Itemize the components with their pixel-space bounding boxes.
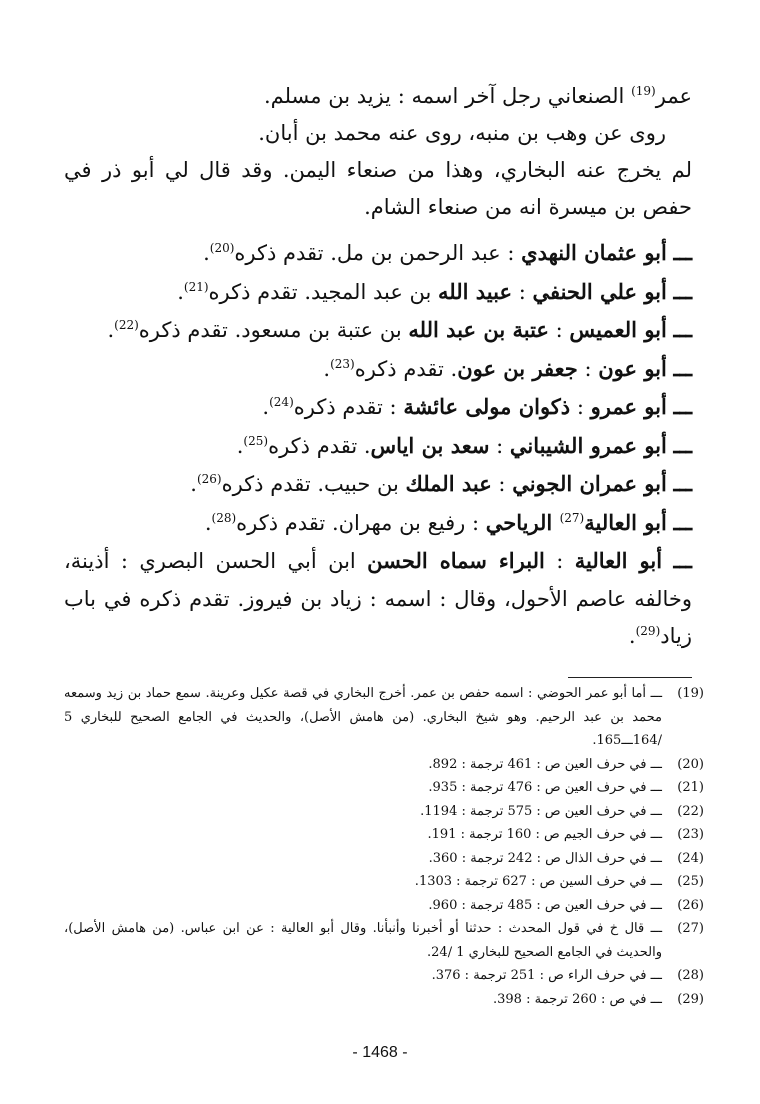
entry-kunya: أبو عون	[598, 355, 667, 381]
main-text	[64, 78, 692, 656]
entry-end: .	[323, 356, 331, 381]
footnote-text: ـــ في حرف العين ص : 461 ترجمة : 892.	[428, 756, 662, 772]
entries-list	[64, 234, 692, 656]
entry-kunya: أبو العميس	[569, 317, 667, 342]
entry-identity: سعد بن اياس	[370, 432, 490, 458]
entry-separator: :	[570, 395, 591, 419]
entry-dash: ـــ	[673, 355, 692, 381]
page-number: - 1468 -	[352, 1044, 408, 1061]
entry-rest: بن عبد المجيد. تقدم ذكره	[208, 279, 439, 304]
footnote-text: ـــ في حرف الذال ص : 242 ترجمة : 360.	[428, 850, 662, 866]
footnote-ref-29[interactable]: (29)	[635, 624, 661, 638]
entry-end: .	[262, 395, 270, 419]
footnote-ref-25[interactable]: (25)	[243, 433, 269, 448]
entry-kunya: أبو عثمان النهدي	[521, 240, 667, 265]
entry-separator: :	[548, 318, 570, 342]
entry-rest: . تقدم ذكره	[268, 433, 371, 458]
entry-separator: :	[489, 433, 510, 458]
footnote-text: ـــ في حرف الراء ص : 251 ترجمة : 376.	[431, 968, 662, 983]
line1-rest: الصنعاني رجل آخر اسمه : يزيد بن مسلم.	[263, 84, 632, 108]
entry-identity: عتبة بن عبد الله	[408, 317, 549, 342]
entry-end: .	[177, 279, 184, 304]
entry-rest: ابن أبي الحسن البصري : أذينة، وخالفه عاصم الأحول، وقال : اسمه : زياد بن فيروز. تقدم ذكره في باب زياد	[64, 549, 692, 648]
footnote-number: (21)	[677, 780, 704, 795]
entry-separator: :	[500, 241, 522, 265]
entry-end: .	[204, 510, 212, 535]
footnote-number: (28)	[677, 968, 704, 983]
footnote-ref-27[interactable]: (27)	[559, 510, 585, 525]
footnote-number: (26)	[677, 897, 704, 913]
footnote-ref-23[interactable]: (23)	[330, 356, 355, 371]
entry-dash: ـــ	[673, 471, 692, 496]
entry-separator: :	[512, 279, 533, 304]
footnote-number: (24)	[677, 850, 704, 866]
entry-identity: جعفر بن عون	[457, 355, 578, 381]
entry-rest: . تقدم ذكره	[354, 356, 458, 381]
footnote-number: (29)	[677, 991, 704, 1007]
footnote-25	[64, 870, 704, 894]
footnote-23	[64, 823, 704, 847]
footnote-text: ـــ في حرف الجيم ص : 160 ترجمة : 191.	[427, 827, 662, 842]
footnote-20	[64, 753, 704, 777]
entry-identity: ذكوان مولى عائشة	[403, 394, 571, 419]
footnote-28	[64, 964, 704, 988]
entry-rest: بن حبيب. تقدم ذكره	[221, 472, 406, 496]
entry-kunya: أبو علي الحنفي	[532, 278, 667, 304]
footnote-number: (20)	[677, 756, 704, 772]
footnote-ref-20[interactable]: (20)	[209, 241, 235, 255]
footnote-text: ـــ في حرف السين ص : 627 ترجمة : 1303.	[414, 874, 662, 889]
entry-abu-amr	[64, 388, 692, 427]
entry-end: .	[236, 433, 244, 458]
entry-end: .	[190, 472, 197, 496]
footnote-26	[64, 894, 704, 918]
entry-separator: :	[465, 510, 486, 535]
footnote-21	[64, 776, 704, 800]
entry-rest: : تقدم ذكره	[293, 395, 404, 419]
entry-abu-ali	[64, 273, 692, 312]
entry-dash: ـــ	[673, 240, 692, 265]
entry-rest: بن عتبة بن مسعود. تقدم ذكره	[138, 318, 409, 342]
entry-dash: ـــ	[673, 394, 692, 419]
footnote-number: (23)	[677, 827, 704, 842]
entry-dash: ـــ	[673, 509, 692, 535]
footnote-22	[64, 800, 704, 824]
entry-nisba: الرياحي	[485, 509, 560, 535]
footnote-text: ـــ في حرف العين ص : 575 ترجمة : 1194.	[420, 803, 662, 819]
entry-abu-al-umays	[64, 311, 692, 350]
line1-start: عمر	[655, 84, 692, 108]
footnote-27	[64, 917, 704, 964]
entry-abu-imran	[64, 465, 692, 504]
entry-abu-al-aliya-riyahi	[64, 504, 692, 543]
footnote-24	[64, 847, 704, 871]
entry-kunya: أبو العالية	[574, 548, 663, 573]
footnotes-list	[64, 682, 704, 1011]
footnote-number: (25)	[677, 874, 704, 889]
entry-separator: :	[577, 356, 599, 381]
entry-rest: رفيع بن مهران. تقدم ذكره	[236, 510, 466, 535]
entry-identity: عبيد الله	[438, 278, 513, 304]
footnote-number: (27)	[677, 921, 704, 936]
footnote-ref-21[interactable]: (21)	[183, 279, 209, 294]
entry-abu-awn	[64, 350, 692, 389]
footnote-separator	[568, 677, 692, 678]
intro-line-1	[64, 78, 692, 115]
entry-kunya: أبو عمرو الشيباني	[509, 432, 667, 458]
entry-dash: ـــ	[673, 548, 692, 573]
entry-identity: البراء سماه الحسن	[367, 548, 545, 573]
intro-line-3: لم يخرج عنه البخاري، وهذا من صنعاء اليمن. وقد قال لي أبو ذر في حفص بن ميسرة انه من صنعاء الشام.	[64, 158, 692, 219]
footnote-ref-22[interactable]: (22)	[114, 318, 139, 332]
entry-abu-uthman	[64, 234, 692, 273]
footnote-ref-24[interactable]: (24)	[269, 395, 294, 409]
intro-line-2: روى عن وهب بن منبه، روى عنه محمد بن أبان.	[258, 121, 666, 145]
footnote-19	[64, 682, 704, 753]
footnote-text: ـــ في ص : 260 ترجمة : 398.	[493, 991, 662, 1007]
entry-kunya: أبو عمران الجوني	[512, 471, 667, 496]
footnote-ref-19[interactable]: (19)	[631, 84, 656, 98]
footnote-text: ـــ قال خ في قول المحدث : حدثنا أو أخبرنا وأنبأنا. وقال أبو العالية : عن ابن عباس. (من هامش الأصل)، والحديث في الجامع الصحيح للبخاري 1 /24.	[64, 921, 662, 960]
footnote-text: ـــ في حرف العين ص : 485 ترجمة : 960.	[428, 897, 662, 913]
entry-dash: ـــ	[673, 317, 692, 342]
footnote-text: ـــ أما أبو عمر الحوضي : اسمه حفص بن عمر. أخرج البخاري في قصة عكيل وعرينة. سمع حماد بن زيد وسمعه محمد بن عبد الرحيم. وهو شيخ البخاري. (من هامش الأصل)، والحديث في الجامع الصحيح للبخاري 5 /164ـــ165.	[64, 686, 662, 748]
entry-end: .	[203, 241, 210, 265]
entry-end: .	[107, 318, 115, 342]
entry-identity: عبد الملك	[405, 471, 492, 496]
entry-rest: عبد الرحمن بن مل. تقدم ذكره	[234, 241, 501, 265]
footnote-number: (19)	[677, 686, 704, 701]
footnote-text: ـــ في حرف العين ص : 476 ترجمة : 935.	[428, 780, 662, 795]
entry-end: .	[628, 624, 636, 648]
entry-kunya: أبو العالية	[584, 509, 667, 535]
entry-separator: :	[491, 472, 513, 496]
footnote-ref-26[interactable]: (26)	[196, 472, 222, 486]
entry-kunya: أبو عمرو	[590, 394, 667, 419]
entry-separator: :	[544, 549, 575, 573]
footnote-29	[64, 988, 704, 1012]
entry-abu-amr-shaybani	[64, 427, 692, 466]
entry-dash: ـــ	[673, 432, 692, 458]
footnote-ref-28[interactable]: (28)	[211, 510, 237, 525]
entry-abu-al-aliya-bara	[64, 542, 692, 656]
footnote-number: (22)	[677, 803, 704, 819]
entry-dash: ـــ	[673, 278, 692, 304]
